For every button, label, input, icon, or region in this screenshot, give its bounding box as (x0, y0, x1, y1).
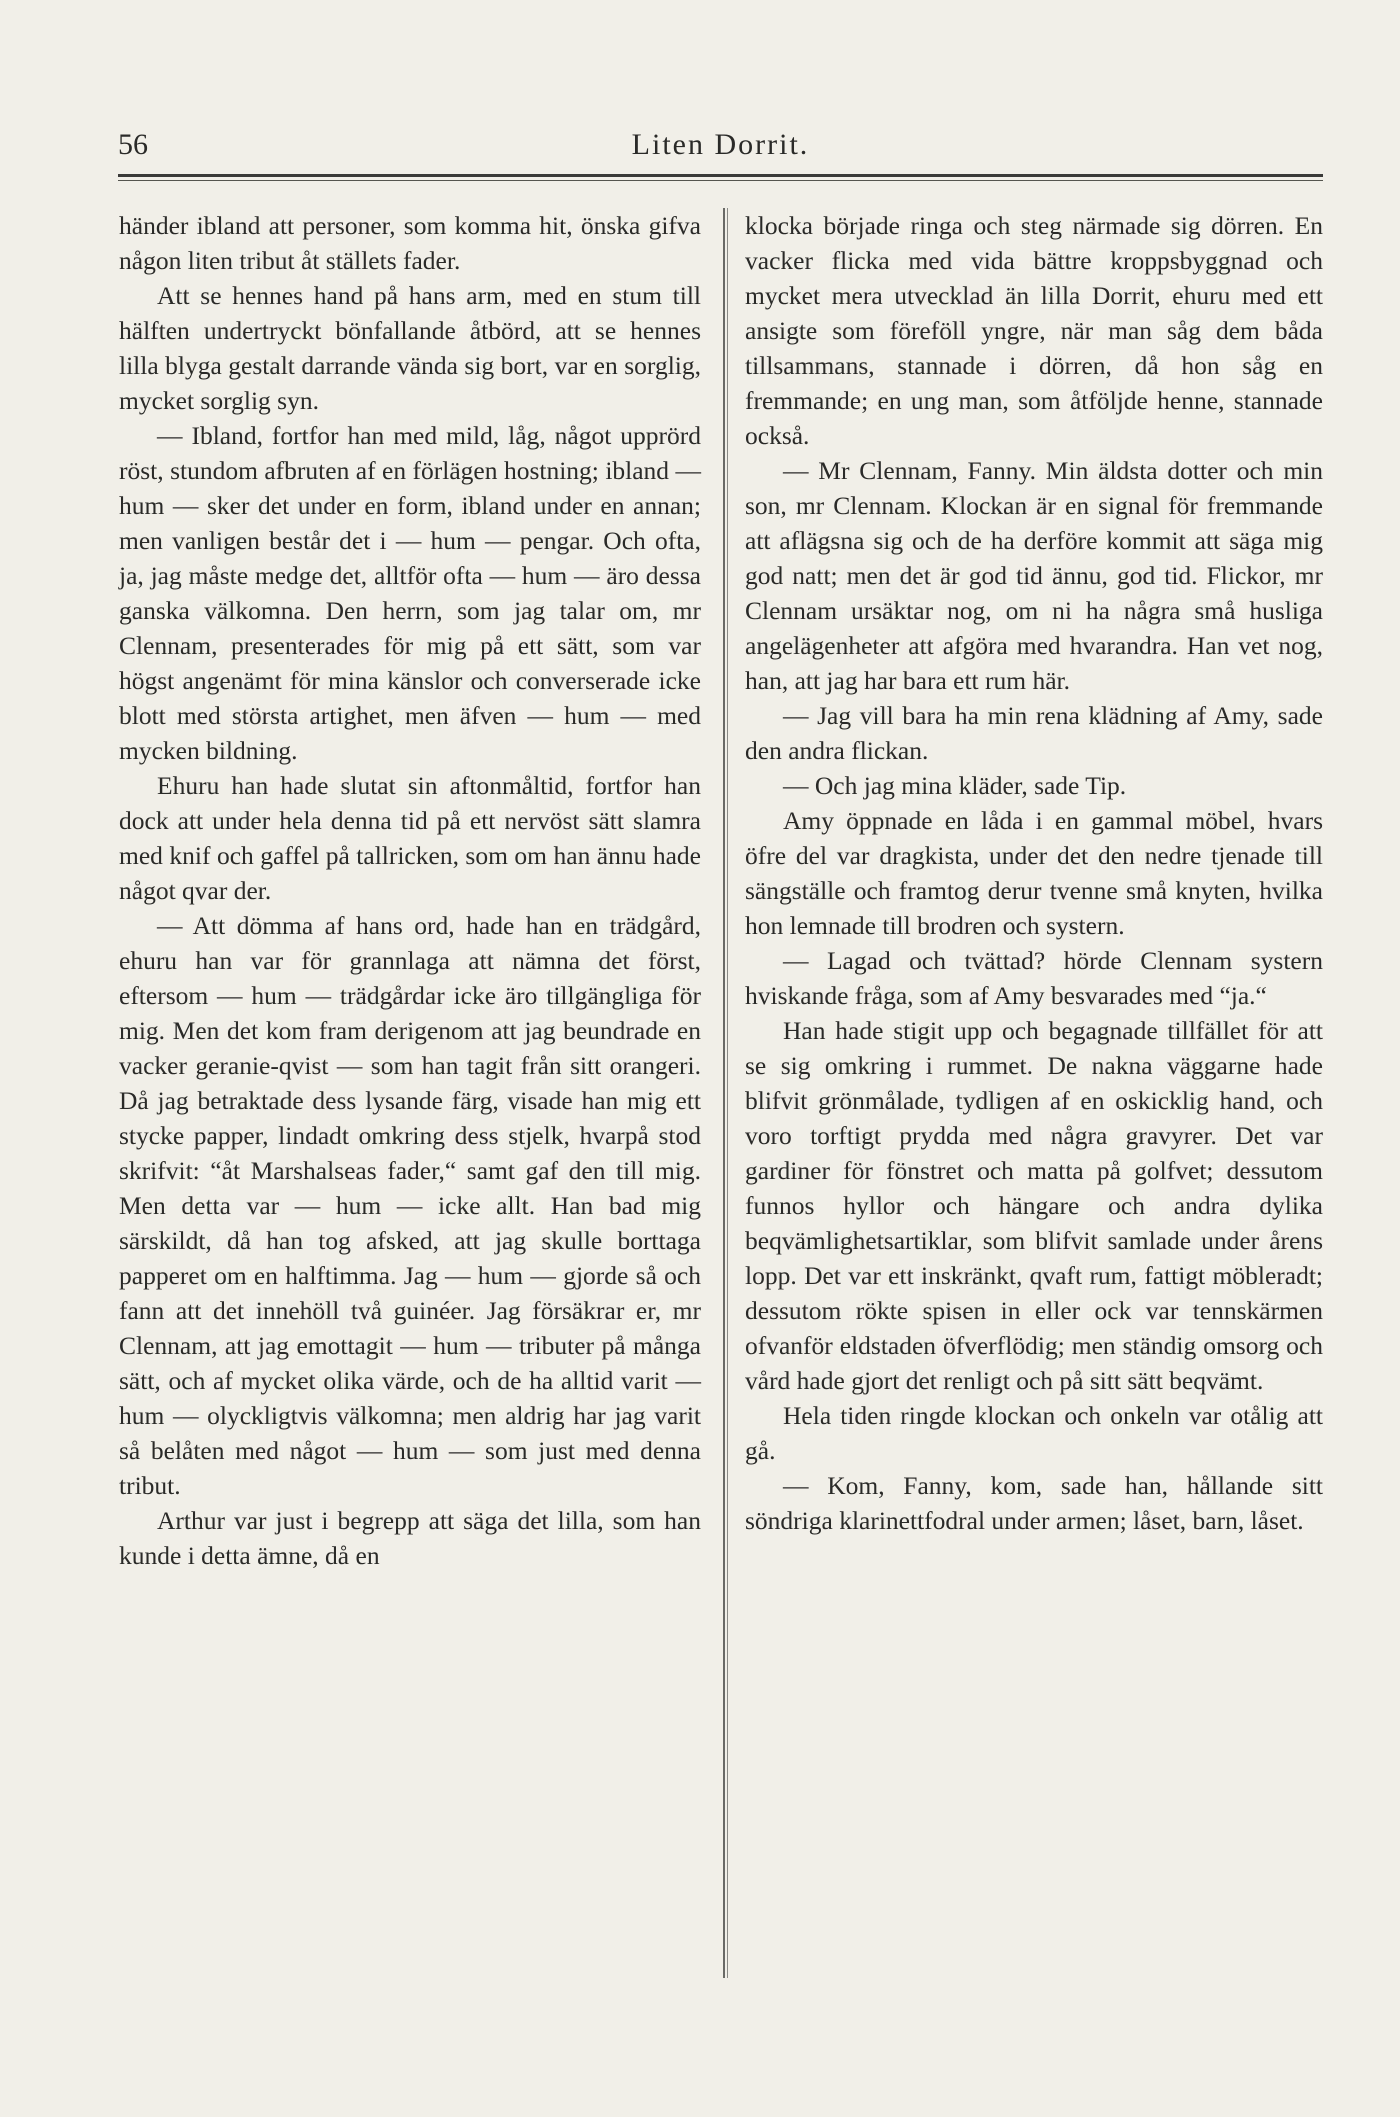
paragraph: — Och jag mina kläder, sade Tip. (783, 771, 1127, 800)
paragraph: Att se hennes hand på hans arm, med en stum till hälften undertryckt bönfallande åtbörd, att se hennes lilla blyga gestalt darrande vända sig bort, var en sorglig, mycket sorglig syn. (119, 281, 701, 415)
paragraph: — Kom, Fanny, kom, sade han, hållande sitt söndriga klarinettfodral under armen; låset, barn, låset. (745, 1471, 1323, 1535)
running-title: Liten Dorrit. (631, 128, 810, 161)
column-divider-thin (727, 208, 728, 1978)
right-column (745, 208, 1323, 1538)
paragraph: — Ibland, fortfor han med mild, låg, något upprörd röst, stundom afbruten af en förlägen hostning; ibland — hum — sker det under en form, ibland under en annan; men vanligen består det i — hum — pengar. Och ofta, ja, jag måste medge det, alltför ofta — hum — äro dessa ganska välkomna. Den herrn, som jag talar om, mr Clennam, presenterades för mig på ett sätt, som var högst angenämt för mina känslor och converserade icke blott med största artighet, men äfven — hum — med mycken bildning. (119, 421, 701, 765)
paragraph: Ehuru han hade slutat sin aftonmåltid, fortfor han dock att under hela denna tid på ett nervöst sätt slamra med knif och gaffel på tallricken, som om han ännu hade något qvar der. (119, 771, 701, 905)
paragraph: — Mr Clennam, Fanny. Min äldsta dotter och min son, mr Clennam. Klockan är en signal för fremmande att aflägsna sig och de ha derföre kommit att säga mig god natt; men det är god tid ännu, god tid. Flickor, mr Clennam ursäktar nog, om ni ha några små husliga angelägenheter att afgöra med hvarandra. Han vet nog, han, att jag har bara ett rum här. (745, 456, 1323, 695)
header-rule (118, 174, 1323, 177)
paragraph: händer ibland att personer, som komma hit, önska gifva någon liten tribut åt ställets fader. (119, 211, 701, 275)
column-divider (723, 208, 725, 1978)
page-number: 56 (118, 128, 148, 161)
paragraph: klocka började ringa och steg närmade sig dörren. En vacker flicka med vida bättre kroppsbyggnad och mycket mera utvecklad än lilla Dorrit, ehuru med ett ansigte som föreföll yngre, när man såg dem båda tillsammans, stannade i dörren, då hon såg en fremmande; en ung man, som åtföljde henne, stannade också. (745, 211, 1323, 450)
paragraph: Hela tiden ringde klockan och onkeln var otålig att gå. (745, 1401, 1323, 1465)
header-rule-thin (118, 180, 1323, 181)
paragraph: — Jag vill bara ha min rena klädning af Amy, sade den andra flickan. (745, 701, 1323, 765)
paragraph: Han hade stigit upp och begagnade tillfället för att se sig omkring i rummet. De nakna väggarne hade blifvit grönmålade, tydligen af en oskicklig hand, och voro torftigt prydda med några gravyrer. Det var gardiner för fönstret och matta på golfvet; dessutom funnos hyllor och hängare och andra dylika beqvämlighetsartiklar, som blifvit samlade under årens lopp. Det var ett inskränkt, qvaft rum, fattigt möbleradt; dessutom rökte spisen in eller ock var tennskärmen ofvanför eldstaden öfverflödig; men ständig omsorg och vård hade gjort det renligt och på sitt sätt beqvämt. (745, 1016, 1323, 1395)
page-header (118, 128, 1323, 176)
left-column (119, 208, 701, 1573)
paragraph: — Att dömma af hans ord, hade han en trädgård, ehuru han var för grannlaga att nämna det först, eftersom — hum — trädgårdar icke äro tillgängliga för mig. Men det kom fram derigenom att jag beundrade en vacker geranie-qvist — som han tagit från sitt orangeri. Då jag betraktade dess lysande färg, visade han mig ett stycke papper, lindadt omkring dess stjelk, hvarpå stod skrifvit: “åt Marshalseas fader,“ samt gaf den till mig. Men detta var — hum — icke allt. Han bad mig särskildt, då han tog afsked, att jag skulle borttaga papperet om en halftimma. Jag — hum — gjorde så och fann att det innehöll två guinéer. Jag försäkrar er, mr Clennam, att jag emottagit — hum — tributer på många sätt, och af mycket olika värde, och de ha alltid varit — hum — olyckligtvis välkomna; men aldrig har jag varit så belåten med något — hum — som just med denna tribut. (119, 911, 701, 1500)
paragraph: Amy öppnade en låda i en gammal möbel, hvars öfre del var dragkista, under det den nedre tjenade till sängställe och framtog derur tvenne små knyten, hvilka hon lemnade till brodren och systern. (745, 806, 1323, 940)
paragraph: Arthur var just i begrepp att säga det lilla, som han kunde i detta ämne, då en (119, 1506, 701, 1570)
paragraph: — Lagad och tvättad? hörde Clennam systern hviskande fråga, som af Amy besvarades med “ja.“ (745, 946, 1323, 1010)
